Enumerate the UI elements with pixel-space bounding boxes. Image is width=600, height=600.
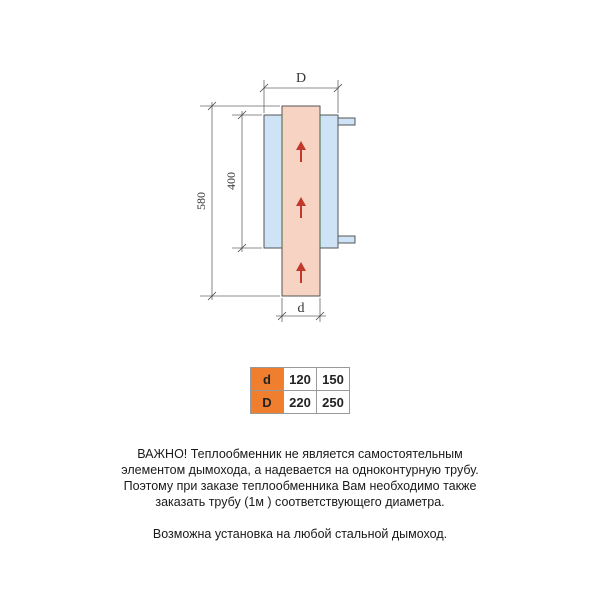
jacket-height-label: 400 [224, 172, 238, 190]
warning-line: элементом дымохода, а надевается на одноконтурную трубу. [121, 463, 479, 477]
warning-line: ВАЖНО! Теплообменник не является самостоятельным [137, 447, 463, 461]
outlet-nozzle-top [338, 118, 355, 125]
warning-note [0, 446, 600, 510]
table-cell: 250 [317, 391, 350, 414]
dimension-jacket-height [224, 111, 262, 252]
warning-line: заказать трубу (1м ) соответствующего диаметра. [155, 495, 445, 509]
table-cell: 150 [317, 368, 350, 391]
row-label-D: D [251, 391, 284, 414]
inlet-nozzle-bottom [338, 236, 355, 243]
table-cell: 220 [284, 391, 317, 414]
table-row [251, 368, 350, 391]
table-row [251, 391, 350, 414]
install-note: Возможна установка на любой стальной дымоход. [152, 527, 448, 541]
outer-width-label: D [295, 71, 307, 86]
table-cell: 120 [284, 368, 317, 391]
inner-width-label: d [297, 301, 305, 316]
warning-line: Поэтому при заказе теплообменника Вам необходимо также [123, 479, 477, 493]
dimension-inner-width [276, 298, 326, 322]
notes-block [0, 446, 600, 542]
total-height-label: 580 [194, 192, 208, 210]
row-label-d: d [251, 368, 284, 391]
size-table [250, 367, 350, 414]
